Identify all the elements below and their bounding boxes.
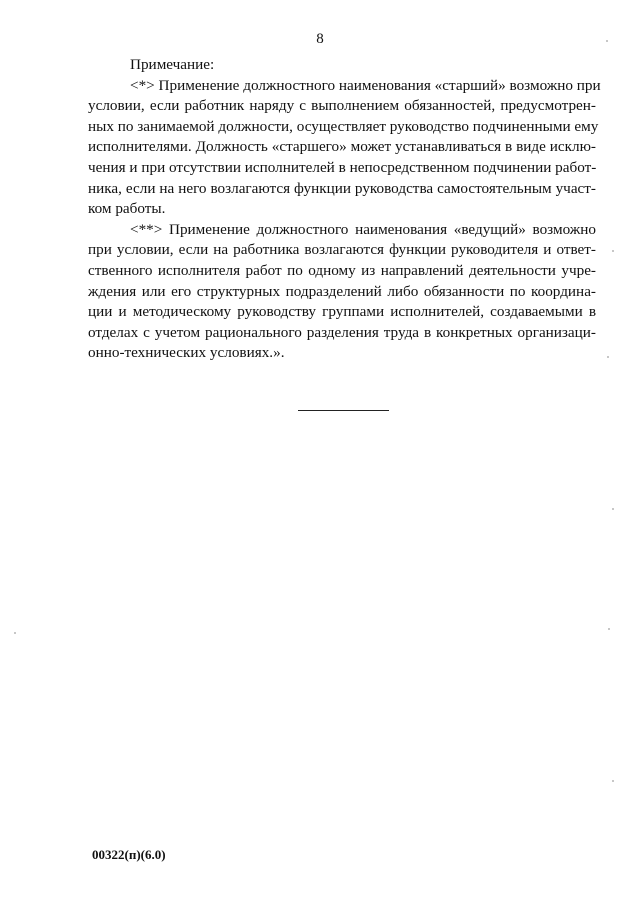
note-body <box>88 55 601 364</box>
footnote-1-line: ных по занимаемой должности, осуществляет руководство подчиненными ему <box>88 117 599 135</box>
footnote-double-asterisk <box>88 220 596 364</box>
document-code: 00322(п)(6.0) <box>92 847 166 862</box>
footnote-2-line: онно-технических условиях.». <box>88 344 285 362</box>
scan-speck <box>607 356 609 358</box>
footnote-1-line: <*> Применение должностного наименования «старший» возможно при <box>130 76 601 94</box>
scan-speck <box>612 780 614 782</box>
footnote-2-line: ственного исполнителя работ по одному из направлений деятельности учре- <box>88 261 596 279</box>
scan-speck <box>606 40 608 42</box>
footnote-1-line: исполнителями. Должность «старшего» может устанавливаться в виде исклю- <box>88 138 596 156</box>
section-divider-line <box>298 410 389 411</box>
note-title: Примечание: <box>130 56 215 73</box>
scan-speck <box>612 250 614 252</box>
footnote-1-line: ника, если на него возлагаются функции руководства самостоятельным участ- <box>88 179 596 197</box>
footnote-1-line: чения и при отсутствии исполнителей в непосредственном подчинении работ- <box>88 158 597 176</box>
footnote-single-asterisk <box>88 76 601 220</box>
scan-speck <box>608 628 610 630</box>
scan-speck <box>612 508 614 510</box>
page-number: 8 <box>316 31 324 47</box>
footnote-2-line: при условии, если на работника возлагаются функции руководителя и ответ- <box>88 241 596 259</box>
footnote-2-line: отделах с учетом рационального разделения труда в конкретных организаци- <box>88 323 596 341</box>
footnote-1-line: условии, если работник наряду с выполнением обязанностей, предусмотрен- <box>88 97 596 115</box>
footnote-2-line: ции и методическому руководству группами исполнителей, создаваемыми в <box>88 303 596 321</box>
footnote-2-line: ждения или его структурных подразделений либо обязанности по координа- <box>88 282 596 300</box>
scan-speck <box>14 632 16 634</box>
footnote-1-line: ком работы. <box>88 200 166 218</box>
footnote-2-line: <**> Применение должностного наименования «ведущий» возможно <box>130 220 596 238</box>
